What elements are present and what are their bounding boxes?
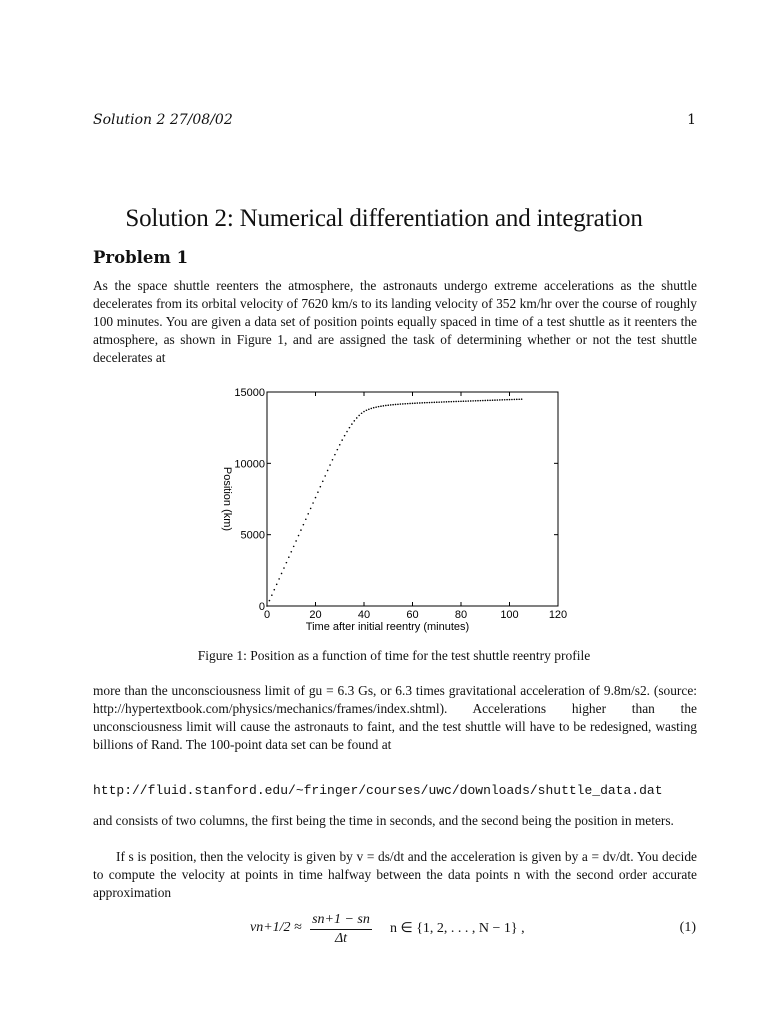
data-point xyxy=(378,406,380,408)
data-point xyxy=(290,551,292,553)
data-point xyxy=(363,411,365,413)
equation-1 xyxy=(250,912,696,952)
limit-paragraph: more than the unconsciousness limit of gu = 6.3 Gs, or 6.3 times gravitational acceleration of 9.8m/s2. (source: http://hypertextbook.com/physics/mechanics/frames/index.shtml). Accelerations higher than the unconsciousness limit will cause the astronauts to faint, and the test shuttle will have to be redesigned, wasting billions of Rand. The 100-point data set can be found at xyxy=(93,683,697,752)
data-point xyxy=(273,589,275,591)
data-point xyxy=(407,403,409,405)
data-point xyxy=(344,435,346,437)
data-point xyxy=(467,400,469,402)
data-point xyxy=(395,404,397,406)
data-point xyxy=(349,427,351,429)
data-point xyxy=(385,405,387,407)
x-tick-label: 60 xyxy=(406,609,419,621)
data-point xyxy=(288,556,290,558)
data-point xyxy=(293,546,295,548)
data-point xyxy=(312,502,314,504)
y-tick-label: 15000 xyxy=(234,387,265,399)
data-point xyxy=(368,408,370,410)
data-point xyxy=(271,594,273,596)
intro-paragraph: As the space shuttle reenters the atmosphere, the astronauts undergo extreme accelerations as the shuttle decelerates from its orbital velocity of 7620 km/s to its landing velocity of 352 km/hr over the course of roughly 100 minutes. You are given a data set of position points equally spaced in time of a test shuttle as it reenters the atmosphere, as shown in Figure 1, and are assigned the task of determining whether or not the test shuttle decelerates at xyxy=(93,278,697,365)
data-point xyxy=(266,605,268,607)
data-point xyxy=(516,399,518,401)
data-point xyxy=(489,399,491,401)
data-point xyxy=(295,540,297,542)
data-point xyxy=(281,573,283,575)
data-point xyxy=(511,399,513,401)
data-point xyxy=(412,403,414,405)
data-point xyxy=(499,399,501,401)
x-tick-label: 100 xyxy=(500,609,519,621)
equation-numerator: sn+1 − sn xyxy=(310,912,372,930)
data-point xyxy=(380,405,382,407)
data-point xyxy=(458,401,460,403)
data-point xyxy=(370,408,372,410)
data-point xyxy=(356,417,358,419)
data-point xyxy=(475,400,477,402)
data-point xyxy=(470,400,472,402)
data-point xyxy=(463,400,465,402)
data-point xyxy=(455,401,457,403)
x-tick-label: 40 xyxy=(357,609,371,621)
y-tick-label: 0 xyxy=(258,601,265,613)
data-point xyxy=(492,399,494,401)
data-point xyxy=(354,420,356,422)
data-point xyxy=(504,399,506,401)
data-point xyxy=(303,524,305,526)
data-point xyxy=(426,402,428,404)
data-point xyxy=(373,407,375,409)
equation-fraction xyxy=(310,912,372,947)
data-point xyxy=(307,513,309,515)
data-point xyxy=(453,401,455,403)
data-point xyxy=(351,423,353,425)
document-title: Solution 2: Numerical differentiation and integration xyxy=(125,205,643,232)
data-point xyxy=(322,481,324,483)
data-point xyxy=(278,578,280,580)
data-point xyxy=(324,475,326,477)
data-point xyxy=(276,584,278,586)
data-point xyxy=(402,403,404,405)
data-point xyxy=(446,401,448,403)
data-point xyxy=(366,409,368,411)
data-point xyxy=(514,399,516,401)
data-point xyxy=(518,398,520,400)
x-axis-label: Time after initial reentry (minutes) xyxy=(305,621,470,633)
data-point xyxy=(320,486,322,488)
y-tick-label: 10000 xyxy=(234,458,265,471)
data-point xyxy=(341,439,343,441)
figure-1 xyxy=(210,380,580,640)
data-point xyxy=(509,399,511,401)
data-point xyxy=(460,401,462,403)
data-point xyxy=(438,401,440,403)
data-point xyxy=(477,400,479,402)
data-point xyxy=(400,403,402,405)
columns-paragraph: and consists of two columns, the first being the time in seconds, and the second being the position in meters. xyxy=(93,813,674,828)
data-point xyxy=(339,444,341,446)
data-point xyxy=(501,399,503,401)
data-point xyxy=(375,406,377,408)
y-axis-label: Position (km) xyxy=(221,466,233,532)
plot-frame xyxy=(267,392,558,606)
data-point xyxy=(387,404,389,406)
data-point xyxy=(305,518,307,520)
data-point xyxy=(448,401,450,403)
data-point xyxy=(327,470,329,472)
data-point xyxy=(436,401,438,403)
data-point xyxy=(484,400,486,402)
data-point xyxy=(414,402,416,404)
section-heading: Problem 1 xyxy=(93,248,189,267)
data-point xyxy=(383,405,385,407)
position-time-chart xyxy=(210,380,580,640)
data-point xyxy=(521,398,523,400)
data-point xyxy=(487,400,489,402)
y-tick-label: 5000 xyxy=(240,529,265,542)
data-point xyxy=(404,403,406,405)
data-point xyxy=(409,403,411,405)
data-point xyxy=(482,400,484,402)
data-point xyxy=(392,404,394,406)
data-point xyxy=(390,404,392,406)
data-point xyxy=(310,508,312,510)
data-point xyxy=(443,401,445,403)
running-header: Solution 2 27/08/02 xyxy=(93,112,233,128)
data-point xyxy=(346,431,348,433)
x-tick-label: 80 xyxy=(454,609,468,621)
data-point xyxy=(269,600,271,602)
data-point xyxy=(431,402,433,404)
data-point xyxy=(329,464,331,466)
data-point xyxy=(315,497,317,499)
page-number: 1 xyxy=(687,112,696,128)
data-point xyxy=(298,535,300,537)
equation-number: (1) xyxy=(679,920,696,935)
data-point xyxy=(472,400,474,402)
data-point xyxy=(397,403,399,405)
x-tick-label: 0 xyxy=(263,609,271,621)
data-point xyxy=(419,402,421,404)
data-point xyxy=(451,401,453,403)
data-point xyxy=(497,399,499,401)
data-point xyxy=(283,567,285,569)
data-point xyxy=(434,402,436,404)
data-point xyxy=(424,402,426,404)
data-point xyxy=(421,402,423,404)
data-point xyxy=(480,400,482,402)
data-point xyxy=(358,415,360,417)
data-point xyxy=(332,459,334,461)
data-point xyxy=(506,399,508,401)
data-point xyxy=(300,529,302,531)
data-point xyxy=(337,449,339,451)
data-url[interactable]: http://fluid.stanford.edu/~fringer/courses/uwc/downloads/shuttle_data.dat xyxy=(93,783,663,798)
equation-lhs: vn+1/2 ≈ xyxy=(250,920,302,935)
x-tick-label: 120 xyxy=(548,609,568,621)
data-point xyxy=(361,412,363,414)
x-tick-label: 20 xyxy=(309,609,322,621)
data-point xyxy=(286,562,288,564)
figure-caption: Figure 1: Position as a function of time for the test shuttle reentry profile xyxy=(197,648,591,663)
data-point xyxy=(465,400,467,402)
data-point xyxy=(429,402,431,404)
data-point xyxy=(334,454,336,456)
data-point xyxy=(441,401,443,403)
velocity-paragraph: If s is position, then the velocity is given by v = ds/dt and the acceleration is given by a = dv/dt. You decide to compute the velocity at points in time halfway between the data points n with the second order accurate approximation xyxy=(93,849,697,900)
equation-condition: n ∈ {1, 2, . . . , N − 1} , xyxy=(390,921,525,936)
data-point xyxy=(417,402,419,404)
data-point xyxy=(494,399,496,401)
equation-denominator: Δt xyxy=(334,931,348,946)
data-point xyxy=(317,491,319,493)
